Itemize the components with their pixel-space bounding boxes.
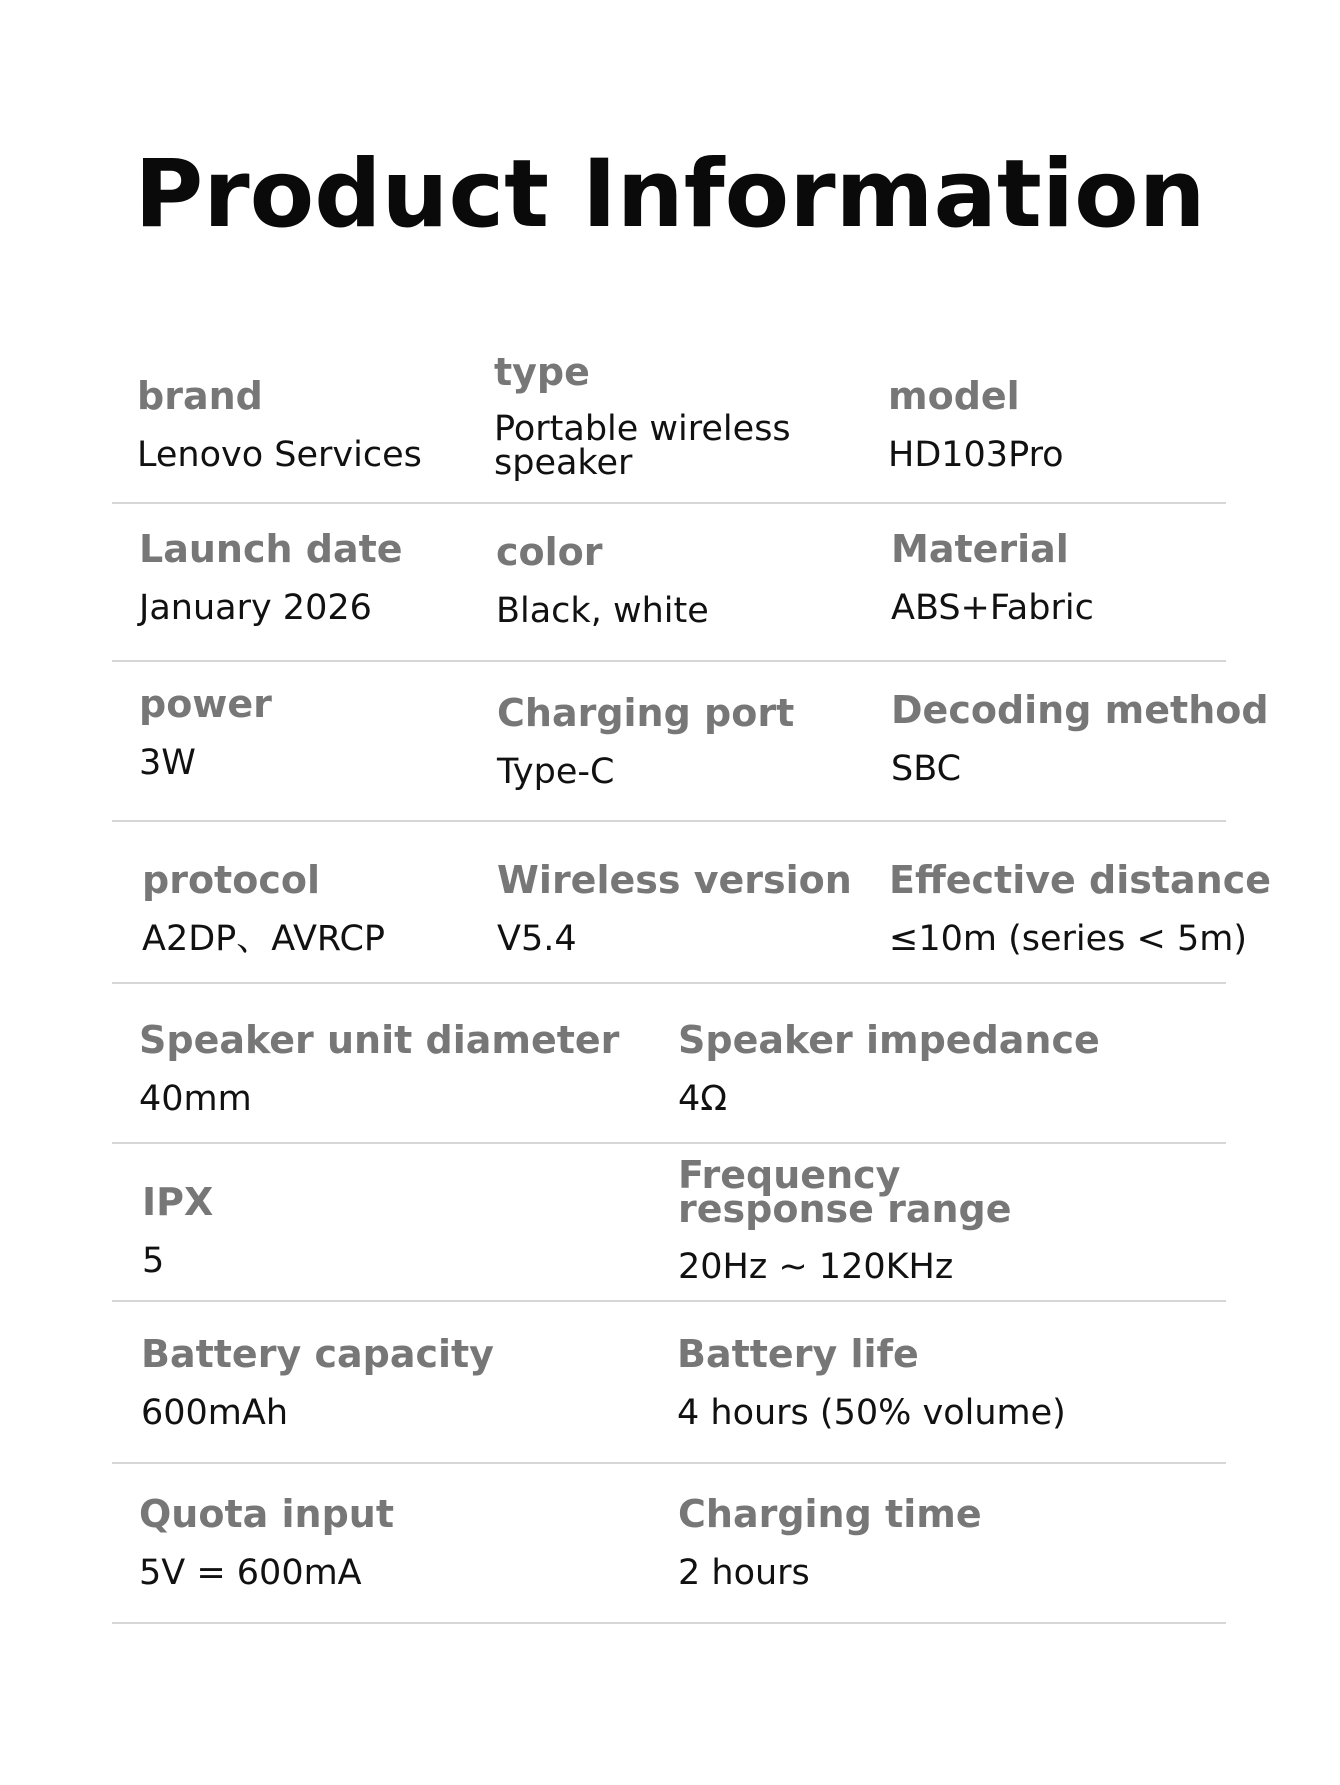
spec-value: 2 hours bbox=[678, 1553, 810, 1593]
spec-speaker-impedance bbox=[678, 1018, 1138, 1119]
spec-model bbox=[888, 374, 1268, 475]
spec-label: Charging time bbox=[678, 1492, 982, 1536]
row-divider bbox=[112, 1622, 1226, 1624]
spec-value: Lenovo Services bbox=[137, 435, 422, 475]
spec-label: Launch date bbox=[139, 527, 403, 571]
spec-label: Speaker impedance bbox=[678, 1018, 1100, 1062]
spec-value: V5.4 bbox=[497, 919, 577, 959]
spec-value: 4 hours (50% volume) bbox=[677, 1393, 1066, 1433]
spec-brand bbox=[137, 374, 517, 475]
spec-battery-life bbox=[677, 1332, 1137, 1433]
spec-value: January 2026 bbox=[139, 588, 372, 628]
spec-value: ≤10m (series < 5m) bbox=[889, 919, 1247, 959]
spec-value: 4Ω bbox=[678, 1079, 728, 1119]
row-divider bbox=[112, 982, 1226, 984]
spec-label: protocol bbox=[142, 858, 320, 902]
spec-value: Portable wireless speaker bbox=[494, 409, 791, 483]
spec-value: 40mm bbox=[139, 1079, 252, 1119]
spec-value: 5 bbox=[142, 1241, 165, 1281]
spec-type bbox=[494, 350, 834, 483]
spec-speaker-unit-diameter bbox=[139, 1018, 620, 1119]
spec-ipx bbox=[142, 1180, 522, 1281]
spec-label: Frequency response range bbox=[678, 1153, 1012, 1231]
spec-value: SBC bbox=[891, 749, 962, 789]
row-divider bbox=[112, 660, 1226, 662]
page-title: Product Information bbox=[134, 140, 1206, 249]
spec-wireless-version bbox=[497, 858, 877, 959]
spec-value: Black, white bbox=[496, 591, 709, 631]
spec-color bbox=[496, 530, 876, 631]
spec-label: Effective distance bbox=[889, 858, 1272, 902]
spec-label: color bbox=[496, 530, 603, 574]
spec-label: Battery capacity bbox=[141, 1332, 494, 1376]
row-divider bbox=[112, 1462, 1226, 1464]
spec-value: 20Hz ~ 120KHz bbox=[678, 1247, 954, 1287]
spec-decoding-method bbox=[891, 688, 1271, 789]
spec-value: 5V = 600mA bbox=[139, 1553, 362, 1593]
spec-label: brand bbox=[137, 374, 263, 418]
spec-label: Decoding method bbox=[891, 688, 1269, 732]
spec-quota-input bbox=[139, 1492, 599, 1593]
spec-battery-capacity bbox=[141, 1332, 601, 1433]
spec-protocol bbox=[142, 858, 522, 959]
spec-label: Wireless version bbox=[497, 858, 852, 902]
spec-label: Speaker unit diameter bbox=[139, 1018, 620, 1062]
row-divider bbox=[112, 502, 1226, 504]
spec-label: Charging port bbox=[497, 691, 795, 735]
spec-label: model bbox=[888, 374, 1020, 418]
spec-charging-port bbox=[497, 691, 877, 792]
spec-value: HD103Pro bbox=[888, 435, 1064, 475]
spec-label: Battery life bbox=[677, 1332, 919, 1376]
spec-label: power bbox=[139, 682, 272, 726]
row-divider bbox=[112, 1300, 1226, 1302]
spec-frequency-response-range bbox=[678, 1153, 1098, 1287]
spec-label: type bbox=[494, 350, 590, 394]
spec-label: Quota input bbox=[139, 1492, 394, 1536]
spec-material bbox=[891, 527, 1271, 628]
spec-value: Type-C bbox=[497, 752, 615, 792]
spec-label: IPX bbox=[142, 1180, 214, 1224]
spec-label: Material bbox=[891, 527, 1069, 571]
spec-effective-distance bbox=[889, 858, 1272, 959]
spec-value: 600mAh bbox=[141, 1393, 289, 1433]
spec-power bbox=[139, 682, 519, 783]
spec-value: A2DP、AVRCP bbox=[142, 919, 386, 959]
spec-launch-date bbox=[139, 527, 519, 628]
spec-value: 3W bbox=[139, 743, 196, 783]
spec-charging-time bbox=[678, 1492, 1138, 1593]
row-divider bbox=[112, 820, 1226, 822]
row-divider bbox=[112, 1142, 1226, 1144]
spec-value: ABS+Fabric bbox=[891, 588, 1094, 628]
